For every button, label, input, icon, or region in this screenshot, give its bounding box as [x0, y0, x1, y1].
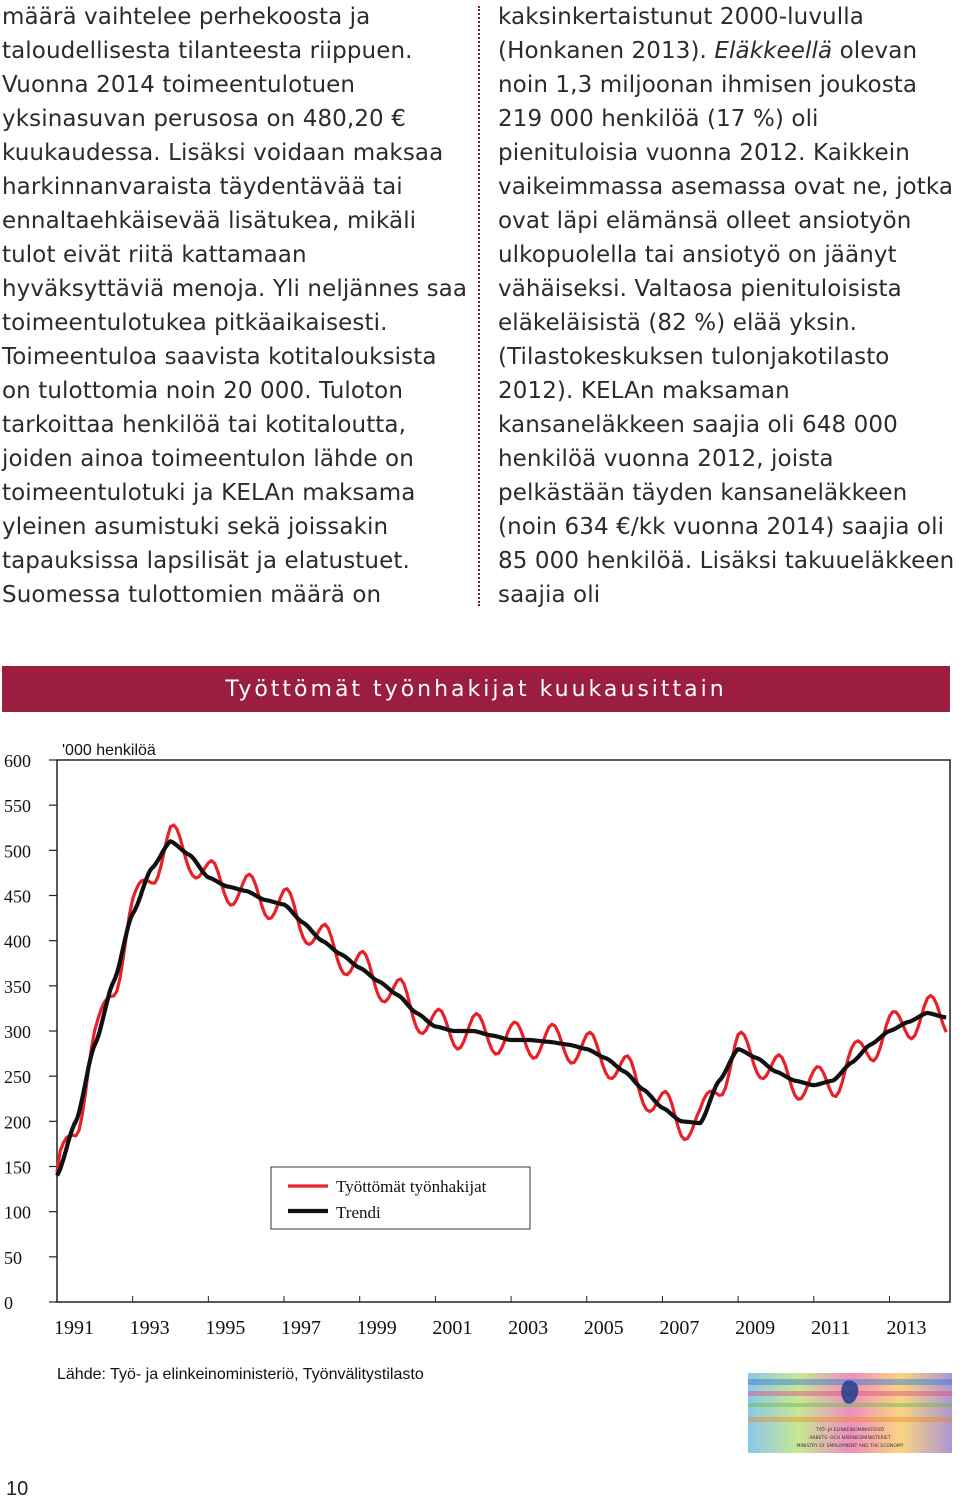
- source-note: Lähde: Työ- ja elinkeinoministeriö, Työnvälitystilasto: [57, 1366, 424, 1383]
- logo-line-1: TYÖ- JA ELINKEINOMINISTERIÖ: [815, 1428, 885, 1433]
- y-axis-label: '000 henkilöä: [62, 742, 156, 759]
- chart-banner: Työttömät työnhakijat kuukausittain: [2, 666, 950, 712]
- y-tick-label: 150: [4, 1157, 31, 1178]
- x-tick-label: 2001: [432, 1317, 473, 1339]
- right-text-1: kaksinkertaistunut 2000-luvulla (Honkanen 2013).: [498, 4, 864, 64]
- series-line-tyottomat: [57, 825, 946, 1173]
- y-tick-label: 200: [4, 1112, 31, 1133]
- left-text-column: [2, 0, 472, 612]
- y-tick-label: 600: [4, 751, 31, 771]
- right-text-column: [498, 0, 960, 612]
- logo-line-2: ARBETS- OCH NÄRINGSMINISTERIET: [809, 1436, 891, 1441]
- left-paragraph: määrä vaihtelee perhekoosta ja taloudellisesta tilanteesta riippuen. Vuonna 2014 toimeentulotuen yksinasuvan perusosa on 480,20 € kuukaudessa. Lisäksi voidaan maksaa harkinnanvaraista täydentävää tai ennaltaehkäisevää lisätukea, mikäli tulot eivät riitä kattamaan hyväksyttäviä menoja. Yli neljännes saa toimeentulotukea pitkäaikaisesti. Toimeentuloa saavista kotitalouksista on tulottomia noin 20 000. Tuloton tarkoittaa henkilöä tai kotitaloutta, joiden ainoa toimeentulon lähde on toimeentulotuki ja KELAn maksama yleinen asumistuki sekä joissakin tapauksissa lapsilisät ja elatustuet. Suomessa tulottomien määrä on: [2, 4, 468, 608]
- x-tick-label: 1991: [54, 1317, 94, 1339]
- column-divider: [478, 6, 480, 606]
- y-tick-label: 300: [4, 1022, 31, 1042]
- x-tick-label: 2005: [583, 1317, 624, 1339]
- unemployment-chart: [0, 712, 960, 1362]
- right-paragraph: [498, 0, 960, 612]
- series-line-trendi: [57, 841, 946, 1175]
- x-tick-label: 1997: [281, 1317, 322, 1339]
- y-tick-label: 400: [4, 931, 31, 952]
- page-number: 10: [6, 1478, 29, 1500]
- y-tick-label: 550: [4, 796, 31, 817]
- x-tick-label: 2007: [659, 1317, 700, 1339]
- legend-label-tyottomat: Työttömät työnhakijat: [336, 1177, 487, 1196]
- y-tick-label: 50: [4, 1247, 22, 1268]
- right-text-2: olevan noin 1,3 miljoonan ihmisen joukosta 219 000 henkilöä (17 %) oli pienituloisia vuonna 2012. Kaikkein vaikeimmassa asemassa ovat ne, jotka ovat läpi elämänsä olleet ansiotyön ulkopuolella tai ansiotyö on jäänyt vähäiseksi. Valtaosa pienituloisista eläkeläisistä (82 %) elää yksin. (Tilastokeskuksen tulonjakotilasto 2012). KELAn maksaman kansaneläkkeen saajia oli 648 000 henkilöä vuonna 2012, joista pelkästään täyden kansaneläkkeen (noin 634 €/kk vuonna 2014) saajia oli 85 000 henkilöä. Lisäksi takuueläkkeen saajia oli: [498, 38, 955, 608]
- x-tick-label: 2003: [508, 1317, 549, 1339]
- ministry-logo: [748, 1373, 952, 1453]
- y-tick-label: 0: [4, 1293, 13, 1313]
- x-tick-label: 1993: [129, 1317, 170, 1339]
- x-tick-label: 1999: [356, 1317, 397, 1339]
- y-tick-label: 250: [4, 1067, 31, 1088]
- y-tick-label: 450: [4, 886, 31, 907]
- y-tick-label: 100: [4, 1202, 31, 1223]
- x-tick-label: 1995: [205, 1317, 246, 1339]
- x-tick-label: 2009: [735, 1317, 776, 1339]
- legend-label-trendi: Trendi: [336, 1203, 381, 1222]
- y-tick-label: 500: [4, 841, 31, 862]
- logo-line-3: MINISTRY OF EMPLOYMENT AND THE ECONOMY: [796, 1444, 904, 1449]
- y-tick-label: 350: [4, 976, 31, 997]
- italic-term: Eläkkeellä: [714, 38, 833, 64]
- x-tick-label: 2011: [811, 1317, 851, 1339]
- x-tick-label: 2013: [886, 1317, 927, 1339]
